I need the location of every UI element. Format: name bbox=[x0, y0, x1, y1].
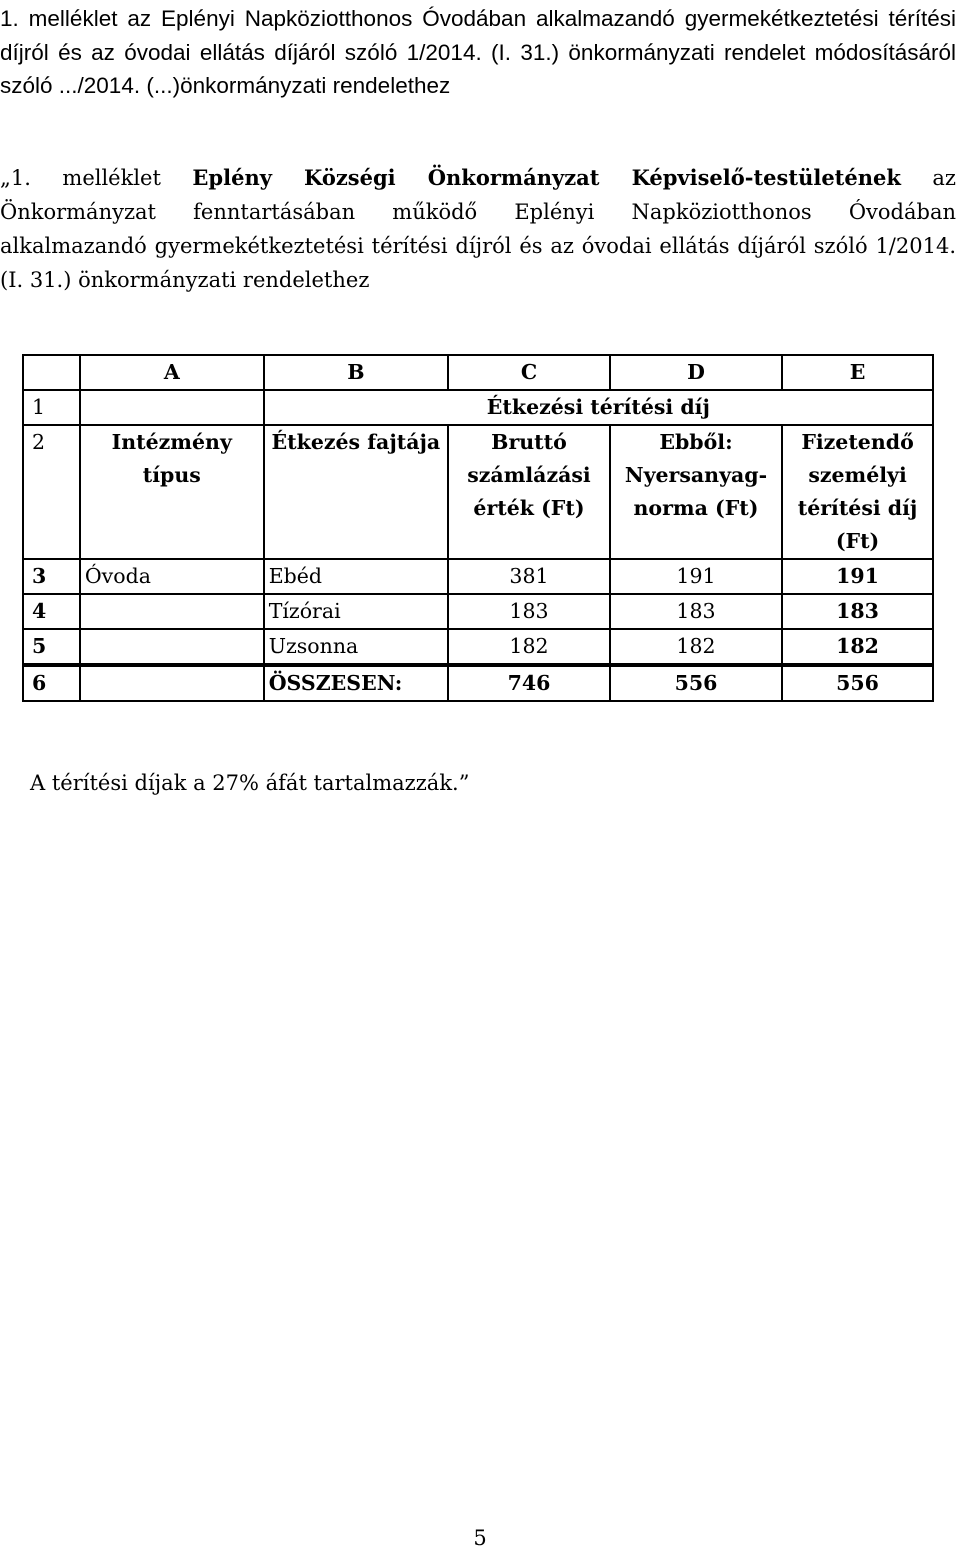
institution-type-cell bbox=[80, 594, 264, 629]
vat-note: A térítési díjak a 27% áfát tartalmazzák.” bbox=[30, 771, 470, 795]
raw-material-cell: 182 bbox=[610, 629, 782, 665]
total-row bbox=[23, 665, 933, 701]
table-row bbox=[23, 594, 933, 629]
column-letter-row bbox=[23, 355, 933, 390]
row-number: 5 bbox=[23, 629, 80, 665]
row-number: 2 bbox=[23, 425, 80, 559]
intro-paragraph: 1. melléklet az Eplényi Napköziotthonos Óvodában alkalmazandó gyermekétkeztetési térítési díjról és az óvodai ellátás díjáról szóló 1/2014. (I. 31.) önkormányzati rendelet módosításáról szóló .../2014. (...)önkormányzati rendelethez bbox=[0, 6, 956, 98]
row-number: 3 bbox=[23, 559, 80, 594]
header-meal-type: Étkezés fajtája bbox=[264, 425, 448, 559]
row-number: 1 bbox=[23, 390, 80, 425]
institution-type-cell bbox=[80, 629, 264, 665]
meal-cell: Tízórai bbox=[264, 594, 448, 629]
meal-fee-header: Étkezési térítési díj bbox=[264, 390, 933, 425]
empty-cell bbox=[80, 665, 264, 701]
meal-cell: Uzsonna bbox=[264, 629, 448, 665]
column-letter-e: E bbox=[782, 355, 933, 390]
raw-material-cell: 191 bbox=[610, 559, 782, 594]
total-label: ÖSSZESEN: bbox=[264, 665, 448, 701]
raw-material-cell: 183 bbox=[610, 594, 782, 629]
header-payable-fee: Fizetendő személyi térítési díj (Ft) bbox=[782, 425, 933, 559]
gross-cell: 182 bbox=[448, 629, 610, 665]
annex-title-bold: Eplény Községi Önkormányzat Képviselő-testületének bbox=[192, 165, 901, 190]
payable-cell: 182 bbox=[782, 629, 933, 665]
meal-cell: Ebéd bbox=[264, 559, 448, 594]
annex-title-suffix: az Önkormányzat fenntartásában működő Eplényi Napköziotthonos Óvodában alkalmazandó gyermekétkeztetési térítési díjról és az óvodai ellátás díjáról szóló 1/2014. (I. 31.) önkormányzati rendelethez bbox=[0, 166, 956, 292]
table-row bbox=[23, 629, 933, 665]
gross-cell: 183 bbox=[448, 594, 610, 629]
annex-title bbox=[0, 161, 956, 297]
header-row-2 bbox=[23, 425, 933, 559]
empty-cell bbox=[80, 390, 264, 425]
header-institution-type: Intézmény típus bbox=[80, 425, 264, 559]
table-row bbox=[23, 559, 933, 594]
row-number: 4 bbox=[23, 594, 80, 629]
gross-cell: 381 bbox=[448, 559, 610, 594]
payable-cell: 191 bbox=[782, 559, 933, 594]
row-number: 6 bbox=[23, 665, 80, 701]
page-number: 5 bbox=[473, 1526, 487, 1550]
fee-table bbox=[22, 354, 934, 702]
header-raw-material-norm: Ebből: Nyersanyag-norma (Ft) bbox=[610, 425, 782, 559]
column-letter-b: B bbox=[264, 355, 448, 390]
payable-cell: 183 bbox=[782, 594, 933, 629]
column-letter-c: C bbox=[448, 355, 610, 390]
total-raw-material: 556 bbox=[610, 665, 782, 701]
header-row-1 bbox=[23, 390, 933, 425]
column-letter-a: A bbox=[80, 355, 264, 390]
header-gross-value: Bruttó számlázási érték (Ft) bbox=[448, 425, 610, 559]
total-payable: 556 bbox=[782, 665, 933, 701]
total-gross: 746 bbox=[448, 665, 610, 701]
corner-cell bbox=[23, 355, 80, 390]
annex-title-prefix: „1. melléklet bbox=[0, 166, 193, 190]
column-letter-d: D bbox=[610, 355, 782, 390]
institution-type-cell: Óvoda bbox=[80, 559, 264, 594]
